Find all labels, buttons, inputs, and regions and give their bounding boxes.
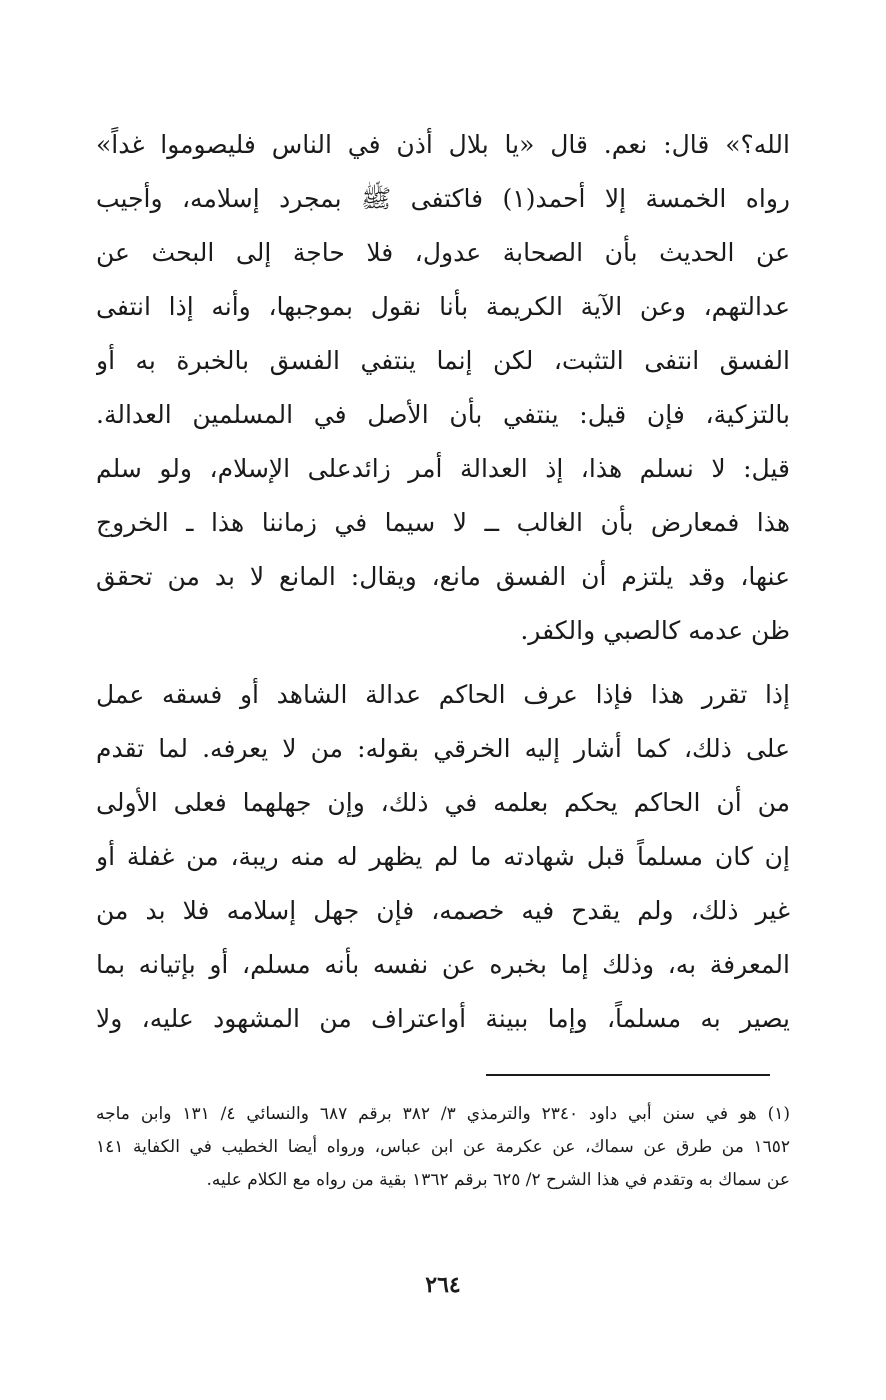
text-line: عنها، وقد يلتزم أن الفسق مانع، ويقال: المانع لا بد من تحقق [96, 562, 790, 591]
text-line: عدالتهم، وعن الآية الكريمة بأنا نقول بموجبها، وأنه إذا انتفى [96, 292, 790, 321]
text-line: إن كان مسلماً قبل شهادته ما لم يظهر له منه ريبة، من غفلة أو [96, 842, 790, 871]
footnotes [96, 1098, 790, 1197]
text-line: من أن الحاكم يحكم بعلمه في ذلك، وإن جهلهما فعلى الأولى [96, 788, 790, 817]
footnote-line: ١٦٥٢ من طرق عن سماك، عن عكرمة عن ابن عباس، ورواه أيضا الخطيب في الكفاية ١٤١ [96, 1137, 790, 1157]
paragraph-gap [96, 658, 790, 668]
text-line: بالتزكية، فإن قيل: ينتفي بأن الأصل في المسلمين العدالة. [96, 400, 790, 429]
text-line: على ذلك، كما أشار إليه الخرقي بقوله: من لا يعرفه. لما تقدم [96, 734, 790, 763]
footnote-line: عن سماك به وتقدم في هذا الشرح ٢/ ٦٢٥ برقم ١٣٦٢ بقية من رواه مع الكلام عليه. [206, 1170, 790, 1190]
page-number: ٢٦٤ [425, 1272, 461, 1298]
text-line: إذا تقرر هذا فإذا عرف الحاكم عدالة الشاهد أو فسقه عمل [96, 680, 790, 709]
text-line: الفسق انتفى التثبت، لكن إنما ينتفي الفسق بالخبرة به أو [96, 346, 790, 375]
text-line: يصير به مسلماً، وإما ببينة أواعتراف من المشهود عليه، ولا [96, 1004, 790, 1033]
footnote-divider [486, 1074, 770, 1076]
text-line: قيل: لا نسلم هذا، إذ العدالة أمر زائدعلى الإسلام، ولو سلم [96, 454, 790, 483]
text-line: ظن عدمه كالصبي والكفر. [520, 616, 790, 645]
text-line: رواه الخمسة إلا أحمد(١) فاكتفى ﷺ بمجرد إسلامه، وأجيب [96, 184, 790, 213]
footnote-line: (١) هو في سنن أبي داود ٢٣٤٠ والترمذي ٣/ ٣٨٢ برقم ٦٨٧ والنسائي ٤/ ١٣١ وابن ماجه [96, 1104, 790, 1124]
text-line: غير ذلك، ولم يقدح فيه خصمه، فإن جهل إسلامه فلا بد من [96, 896, 790, 925]
main-text [96, 118, 790, 1046]
text-line: الله؟» قال: نعم. قال «يا بلال أذن في الناس فليصوموا غداً» [96, 130, 790, 159]
text-line: عن الحديث بأن الصحابة عدول، فلا حاجة إلى البحث عن [96, 238, 790, 267]
text-line: المعرفة به، وذلك إما بخبره عن نفسه بأنه مسلم، أو بإتيانه بما [96, 950, 790, 979]
text-line: هذا فمعارض بأن الغالب ــ لا سيما في زماننا هذا ـ الخروج [96, 508, 790, 537]
